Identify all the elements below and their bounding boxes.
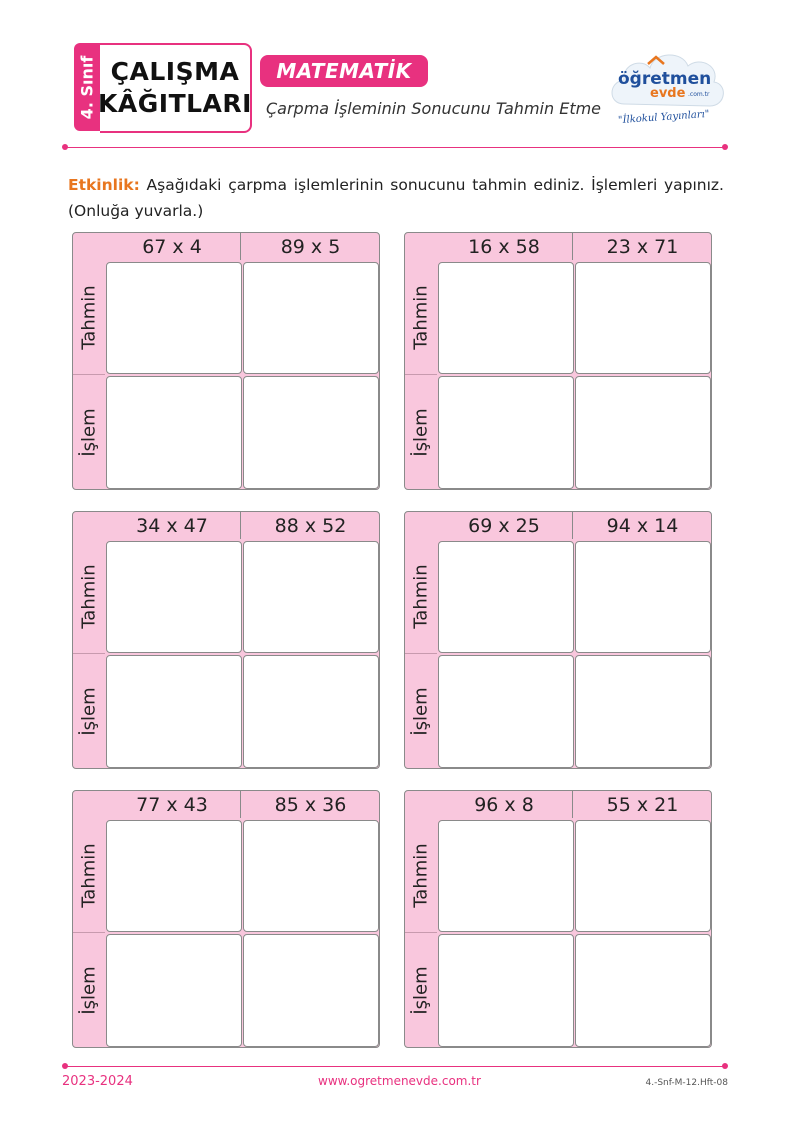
operation-label: İşlem bbox=[78, 965, 100, 1015]
grade-label: 4. Sınıf bbox=[77, 55, 97, 119]
topic-title: Çarpma İşleminin Sonucunu Tahmin Etme bbox=[266, 99, 602, 118]
activity-instruction bbox=[68, 172, 724, 224]
title-line-1: ÇALIŞMA bbox=[110, 57, 240, 86]
operation-answer-box[interactable] bbox=[438, 655, 574, 768]
operation-answer-box[interactable] bbox=[106, 655, 242, 768]
footer-year: 2023-2024 bbox=[62, 1074, 133, 1089]
estimate-answer-box[interactable] bbox=[106, 541, 242, 653]
problem-panel bbox=[404, 511, 712, 769]
estimate-label: Tahmin bbox=[78, 843, 100, 908]
problem-label: 77 x 43 bbox=[104, 791, 241, 818]
logo-tagline: "İlkokul Yayınları" bbox=[617, 108, 710, 127]
estimate-label: Tahmin bbox=[410, 564, 432, 629]
logo-name-2: evde bbox=[650, 86, 686, 101]
publisher-logo bbox=[604, 44, 730, 130]
problem-label: 16 x 58 bbox=[436, 233, 573, 260]
row-label-operation bbox=[405, 654, 437, 768]
operation-answer-box[interactable] bbox=[438, 934, 574, 1047]
header-rule-dot-right bbox=[722, 144, 728, 150]
problem-label: 94 x 14 bbox=[606, 514, 679, 537]
operation-answer-box[interactable] bbox=[575, 934, 711, 1047]
problem-panel bbox=[72, 790, 380, 1048]
problem-label: 67 x 4 bbox=[104, 233, 241, 260]
operation-answer-box[interactable] bbox=[243, 934, 379, 1047]
title-line-2: KÂĞITLARI bbox=[98, 89, 252, 118]
estimate-label: Tahmin bbox=[410, 843, 432, 908]
footer-rule-dot-right bbox=[722, 1063, 728, 1069]
estimate-label: Tahmin bbox=[78, 564, 100, 629]
operation-answer-box[interactable] bbox=[106, 934, 242, 1047]
operation-answer-box[interactable] bbox=[243, 376, 379, 489]
footer-code: 4.-Snf-M-12.Hft-08 bbox=[645, 1078, 728, 1088]
problem-label: 55 x 21 bbox=[606, 793, 679, 816]
problem-label: 88 x 52 bbox=[274, 514, 347, 537]
operation-answer-box[interactable] bbox=[575, 376, 711, 489]
operation-answer-box[interactable] bbox=[243, 655, 379, 768]
operation-label: İşlem bbox=[78, 407, 100, 457]
row-label-estimate bbox=[405, 540, 437, 654]
estimate-label: Tahmin bbox=[410, 285, 432, 350]
problem-label: 23 x 71 bbox=[606, 235, 679, 258]
problem-label: 85 x 36 bbox=[274, 793, 347, 816]
row-label-estimate bbox=[73, 819, 105, 933]
estimate-answer-box[interactable] bbox=[575, 262, 711, 374]
estimate-answer-box[interactable] bbox=[243, 820, 379, 932]
logo-domain: .com.tr bbox=[688, 91, 710, 98]
worksheet-title bbox=[100, 43, 252, 133]
row-label-operation bbox=[73, 654, 105, 768]
subject-badge: MATEMATİK bbox=[260, 55, 428, 87]
grade-tab bbox=[74, 43, 100, 131]
row-label-operation bbox=[405, 933, 437, 1047]
estimate-answer-box[interactable] bbox=[106, 820, 242, 932]
row-label-estimate bbox=[405, 819, 437, 933]
estimate-answer-box[interactable] bbox=[575, 541, 711, 653]
activity-label: Etkinlik: bbox=[68, 176, 140, 194]
problem-label: 89 x 5 bbox=[280, 235, 341, 258]
header-rule bbox=[66, 147, 726, 148]
operation-answer-box[interactable] bbox=[438, 376, 574, 489]
problem-panel bbox=[404, 790, 712, 1048]
row-label-operation bbox=[73, 933, 105, 1047]
problem-panel bbox=[404, 232, 712, 490]
footer-rule bbox=[66, 1066, 726, 1067]
estimate-answer-box[interactable] bbox=[438, 820, 574, 932]
estimate-label: Tahmin bbox=[78, 285, 100, 350]
operation-answer-box[interactable] bbox=[106, 376, 242, 489]
problem-label: 34 x 47 bbox=[104, 512, 241, 539]
row-label-estimate bbox=[73, 540, 105, 654]
logo-name: öğretmen bbox=[618, 69, 712, 89]
estimate-answer-box[interactable] bbox=[575, 820, 711, 932]
operation-label: İşlem bbox=[410, 686, 432, 736]
estimate-answer-box[interactable] bbox=[438, 262, 574, 374]
operation-label: İşlem bbox=[410, 965, 432, 1015]
operation-answer-box[interactable] bbox=[575, 655, 711, 768]
footer-url[interactable]: www.ogretmenevde.com.tr bbox=[318, 1074, 481, 1088]
row-label-operation bbox=[405, 375, 437, 489]
problem-panel bbox=[72, 511, 380, 769]
estimate-answer-box[interactable] bbox=[106, 262, 242, 374]
activity-text: Aşağıdaki çarpma işlemlerinin sonucunu tahmin ediniz. İşlemleri yapınız. (Onluğa yuvarla.) bbox=[68, 176, 724, 220]
problem-label: 96 x 8 bbox=[436, 791, 573, 818]
operation-label: İşlem bbox=[410, 407, 432, 457]
problem-panel bbox=[72, 232, 380, 490]
estimate-answer-box[interactable] bbox=[243, 541, 379, 653]
estimate-answer-box[interactable] bbox=[438, 541, 574, 653]
estimate-answer-box[interactable] bbox=[243, 262, 379, 374]
row-label-operation bbox=[73, 375, 105, 489]
row-label-estimate bbox=[405, 261, 437, 375]
problem-label: 69 x 25 bbox=[436, 512, 573, 539]
operation-label: İşlem bbox=[78, 686, 100, 736]
row-label-estimate bbox=[73, 261, 105, 375]
